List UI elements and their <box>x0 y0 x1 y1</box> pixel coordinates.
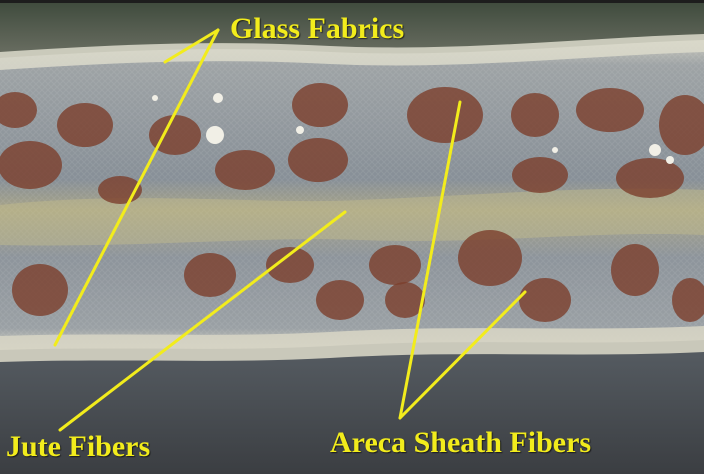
areca-patch <box>458 230 522 286</box>
areca-patch <box>512 157 568 193</box>
areca-patch <box>369 245 421 285</box>
areca-patch <box>288 138 348 182</box>
areca-patch <box>407 87 483 143</box>
areca-patch <box>184 253 236 297</box>
glass-fabrics-label: Glass Fabrics <box>230 12 405 45</box>
areca-patch <box>215 150 275 190</box>
areca-patch <box>611 244 659 296</box>
areca-patch <box>511 93 559 137</box>
areca-patch <box>519 278 571 322</box>
areca-patch <box>616 158 684 198</box>
jute-fibers-label: Jute Fibers <box>6 430 151 463</box>
areca-patch <box>316 280 364 320</box>
frame-line <box>0 0 704 3</box>
areca-patch <box>12 264 68 316</box>
areca-patch <box>57 103 113 147</box>
areca-sheath-fibers-label: Areca Sheath Fibers <box>330 426 592 459</box>
areca-patch <box>576 88 644 132</box>
areca-patch <box>292 83 348 127</box>
areca-patch <box>0 141 62 189</box>
